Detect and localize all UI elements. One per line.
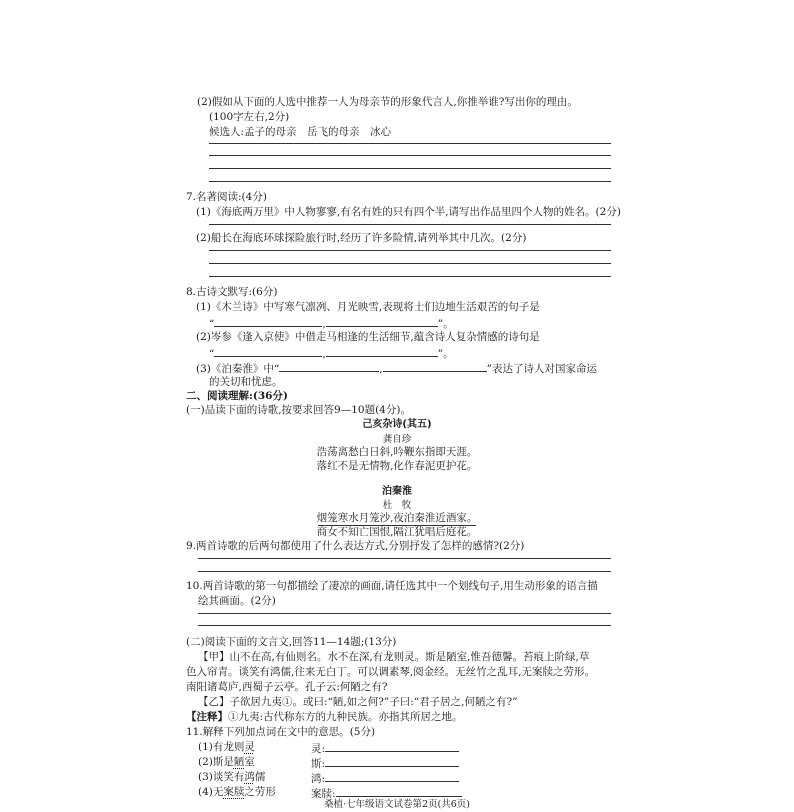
note: 【注释】①九夷:古代称东方的九种民族。亦指其所居之地。 bbox=[186, 711, 463, 723]
q6-2-line1: (2)假如从下面的人选中推荐一人为母亲节的形象代言人,你推举谁?写出你的理由。 bbox=[197, 96, 578, 108]
fill-blank[interactable] bbox=[279, 361, 379, 372]
poem2-line1: 烟笼寒水月笼沙,夜泊秦淮近酒家。 bbox=[316, 512, 478, 524]
q10-line1: 10.两首诗歌的第一句都描绘了凄凉的画面,请任选其中一个划线句子,用生动形象的语言描 bbox=[186, 580, 598, 592]
q7-part1: (1)《海底两万里》中人物寥寥,有名有姓的只有四个半,请写出作品里四个人物的姓名。(2分) bbox=[196, 206, 621, 218]
poem2-author: 杜 牧 bbox=[382, 500, 412, 511]
poem2-line2: 商女不知亡国恨,隔江犹唱后庭花。 bbox=[316, 526, 478, 538]
answer-line bbox=[209, 276, 611, 277]
text-yi: 【乙】子欲居九夷①。或曰:“陋,如之何?”子曰:“君子居之,何陋之有?” bbox=[198, 696, 518, 708]
fill-blank[interactable] bbox=[214, 316, 322, 327]
text-jia-line1: 【甲】山不在高,有仙则名。水不在深,有龙则灵。斯是陋室,惟吾德馨。苔痕上阶绿,草 bbox=[198, 651, 590, 663]
q11-item1: (1)有龙则灵 bbox=[198, 741, 255, 753]
part2-title: (二)阅读下面的文言文,回答11—14题;(13分) bbox=[186, 636, 397, 648]
answer-line bbox=[209, 143, 611, 144]
q7-part2: (2)船长在海底环球探险旅行时,经历了许多险情,请列举其中几次。(2分) bbox=[196, 232, 527, 244]
page-footer: 桑植·七年级语文试卷第2页(共6页) bbox=[323, 799, 471, 810]
poem1-line1: 浩荡离愁白日斜,吟鞭东指即天涯。 bbox=[316, 446, 478, 458]
poem1-title: 己亥杂诗(其五) bbox=[362, 419, 432, 430]
q8-part3-end: 的关切和忧虑。 bbox=[209, 376, 283, 388]
fill-blank[interactable] bbox=[383, 361, 487, 372]
q11-item2-answer: 斯: bbox=[311, 756, 459, 771]
q8-title: 8.古诗文默写:(6分) bbox=[186, 286, 278, 298]
q6-2-line2: (100字左右,2分) bbox=[209, 111, 290, 123]
poem2-title: 泊秦淮 bbox=[382, 486, 412, 497]
answer-line bbox=[198, 613, 611, 614]
answer-line bbox=[198, 625, 611, 626]
fill-blank[interactable] bbox=[325, 771, 459, 782]
answer-line bbox=[209, 155, 611, 156]
q11-item3-answer: 鸿: bbox=[311, 771, 459, 786]
q10-line2: 绘其画面。(2分) bbox=[198, 595, 276, 607]
text-jia-line3: 南阳诸葛庐,西蜀子云亭。孔子云:何陋之有? bbox=[186, 681, 388, 693]
q11-title: 11.解释下列加点词在文中的意思。(5分) bbox=[186, 726, 376, 738]
q11-item2: (2)斯是陋室 bbox=[198, 756, 255, 768]
answer-line bbox=[198, 571, 611, 572]
q8-part1-blanks: “ , ”。 bbox=[209, 318, 454, 330]
q7-title: 7.名著阅读:(4分) bbox=[186, 191, 267, 203]
q11-item4: (4)无案牍之劳形 bbox=[198, 786, 276, 798]
fill-blank[interactable] bbox=[325, 741, 459, 752]
q11-item4-answer: 案牍: bbox=[311, 786, 462, 801]
poem1-author: 龚自珍 bbox=[382, 434, 412, 445]
q6-2-candidates: 候选人:孟子的母亲 岳飞的母亲 冰心 bbox=[209, 126, 392, 138]
answer-line bbox=[209, 168, 611, 169]
q8-part2-blanks: “ , ”。 bbox=[209, 348, 454, 360]
section2-title: 二、阅读理解:(36分) bbox=[186, 390, 288, 402]
q8-part3: (3)《泊秦淮》中“ , ”表达了诗人对国家命运 bbox=[196, 363, 597, 375]
fill-blank[interactable] bbox=[326, 346, 438, 357]
answer-line bbox=[209, 263, 611, 264]
fill-blank[interactable] bbox=[325, 756, 459, 767]
answer-line bbox=[198, 558, 611, 559]
poem1-line2: 落红不是无情物,化作春泥更护花。 bbox=[316, 460, 478, 472]
fill-blank[interactable] bbox=[336, 786, 462, 797]
fill-blank[interactable] bbox=[326, 316, 438, 327]
text-jia-line2: 色入帘青。谈笑有鸿儒,往来无白丁。可以调素琴,阅金经。无丝竹之乱耳,无案牍之劳形。 bbox=[186, 666, 596, 678]
answer-line bbox=[209, 250, 611, 251]
fill-blank[interactable] bbox=[214, 346, 322, 357]
q9-text: 9.两首诗歌的后两句都使用了什么表达方式,分别抒发了怎样的感情?(2分) bbox=[186, 540, 525, 552]
answer-line bbox=[209, 181, 611, 182]
q8-part1: (1)《木兰诗》中写寒气凛冽、月光映雪,表现将士们边地生活艰苦的句子是 bbox=[196, 301, 540, 313]
poem-underline bbox=[318, 525, 476, 526]
q11-item3: (3)谈笑有鸿儒 bbox=[198, 771, 266, 783]
q11-item1-answer: 灵: bbox=[311, 741, 459, 756]
section2-part1: (一)品读下面的诗歌,按要求回答9—10题(4分)。 bbox=[186, 404, 411, 416]
answer-line bbox=[209, 224, 611, 225]
q8-part2: (2)岑参《逢入京使》中借走马相逢的生活细节,蕴含诗人复杂情感的诗句是 bbox=[196, 331, 540, 343]
